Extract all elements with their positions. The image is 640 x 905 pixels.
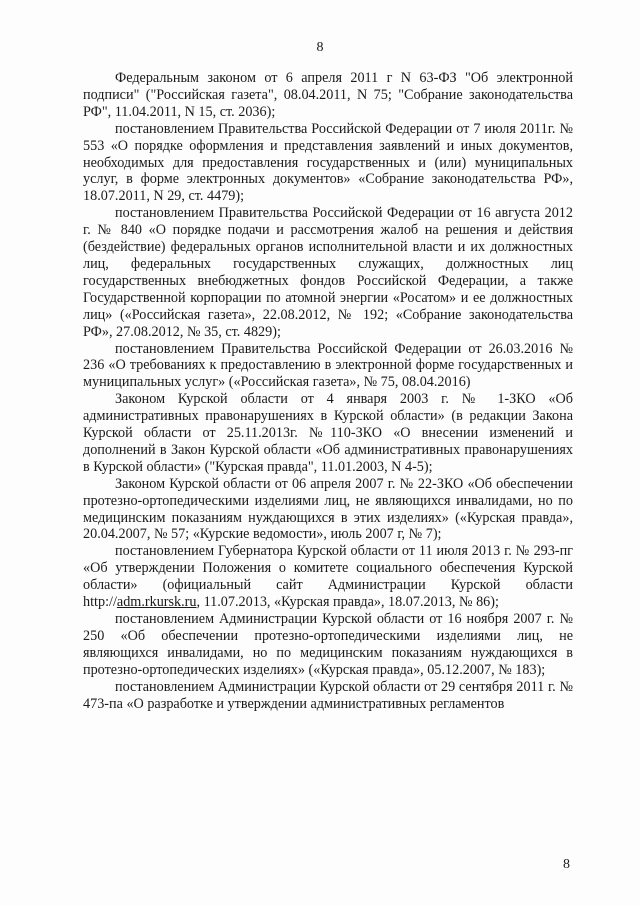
paragraph-government-decree-840: постановлением Правительства Российской Федерации от 16 августа 2012 г. № 840 «О порядке подачи и рассмотрения жалоб на решения и действия (бездействие) федеральных органов исполнительной власти и их должностных лиц, федеральных государственных служащих, должностных лиц государственных внебюджетных фондов Российской Федерации, а также Государственной корпорации по атомной энергии «Росатом» и ее должностных лиц» («Российская газета», 22.08.2012, № 192; «Собрание законодательства РФ», 27.08.2012, № 35, ст. 4829); <box>83 205 573 340</box>
paragraph-federal-law-63fz: Федеральным законом от 6 апреля 2011 г N 63-ФЗ "Об электронной подписи" ("Российская газета", 08.04.2011, N 75; "Собрание законодательства РФ", 11.04.2011, N 15, ст. 2036); <box>83 70 573 120</box>
website-link[interactable]: adm.rkursk.ru <box>116 594 197 611</box>
paragraph-administration-decree-473pa: постановлением Администрации Курской области от 29 сентября 2011 г. № 473-па «О разработке и утверждении административных регламентов <box>83 678 573 712</box>
paragraph-government-decree-236: постановлением Правительства Российской Федерации от 26.03.2016 № 236 «О требованиях к предоставлению в электронной форме государственных и муниципальных услуг» («Российская газета», № 75, 08.04.2016) <box>83 340 573 391</box>
page-number-bottom: 8 <box>563 857 570 872</box>
paragraph-text-end: , 11.07.2013, «Курская правда», 18.07.2013, № 86); <box>196 594 499 611</box>
document-body <box>83 70 573 712</box>
paragraph-governor-decree-293pg <box>83 543 573 611</box>
paragraph-kursk-law-22zko: Законом Курской области от 06 апреля 2007 г. № 22-ЗКО «Об обеспечении протезно-ортопедическими изделиями лиц, не являющихся инвалидами, но по медицинским показаниям нуждающихся в этих изделиях» («Курская правда», 20.04.2007, № 57; «Курские ведомости», июль 2007 г, № 7); <box>83 475 573 543</box>
page-number-top: 8 <box>316 40 324 55</box>
paragraph-text-start: постановлением Губернатора Курской области от 11 июля 2013 г. № 293-пг «Об утверждении Положения о комитете социального обеспечения Курской области» (официальный сайт Администрации Курской области http:// <box>83 543 573 611</box>
paragraph-kursk-law-1zko: Законом Курской области от 4 января 2003 г. № 1-ЗКО «Об административных правонарушениях в Курской области» (в редакции Закона Курской области от 25.11.2013г. №110-ЗКО «О внесении изменений и дополнений в Закон Курской области «Об административных правонарушениях в Курской области» ("Курская правда", 11.01.2003, N 4-5); <box>83 391 573 475</box>
paragraph-administration-decree-250: постановлением Администрации Курской области от 16 ноября 2007 г. № 250 «Об обеспечении протезно-ортопедическими изделиями лиц, не являющихся инвалидами, но по медицинским показаниям нуждающихся в протезно-ортопедических изделиях» («Курская правда», 05.12.2007, № 183); <box>83 611 573 678</box>
paragraph-government-decree-553: постановлением Правительства Российской Федерации от 7 июля 2011г. № 553 «О порядке оформления и представления заявлений и иных документов, необходимых для предоставления государственных и (или) муниципальных услуг, в форме электронных документов» «Собрание законодательства РФ», 18.07.2011, N 29, ст. 4479); <box>83 120 573 205</box>
